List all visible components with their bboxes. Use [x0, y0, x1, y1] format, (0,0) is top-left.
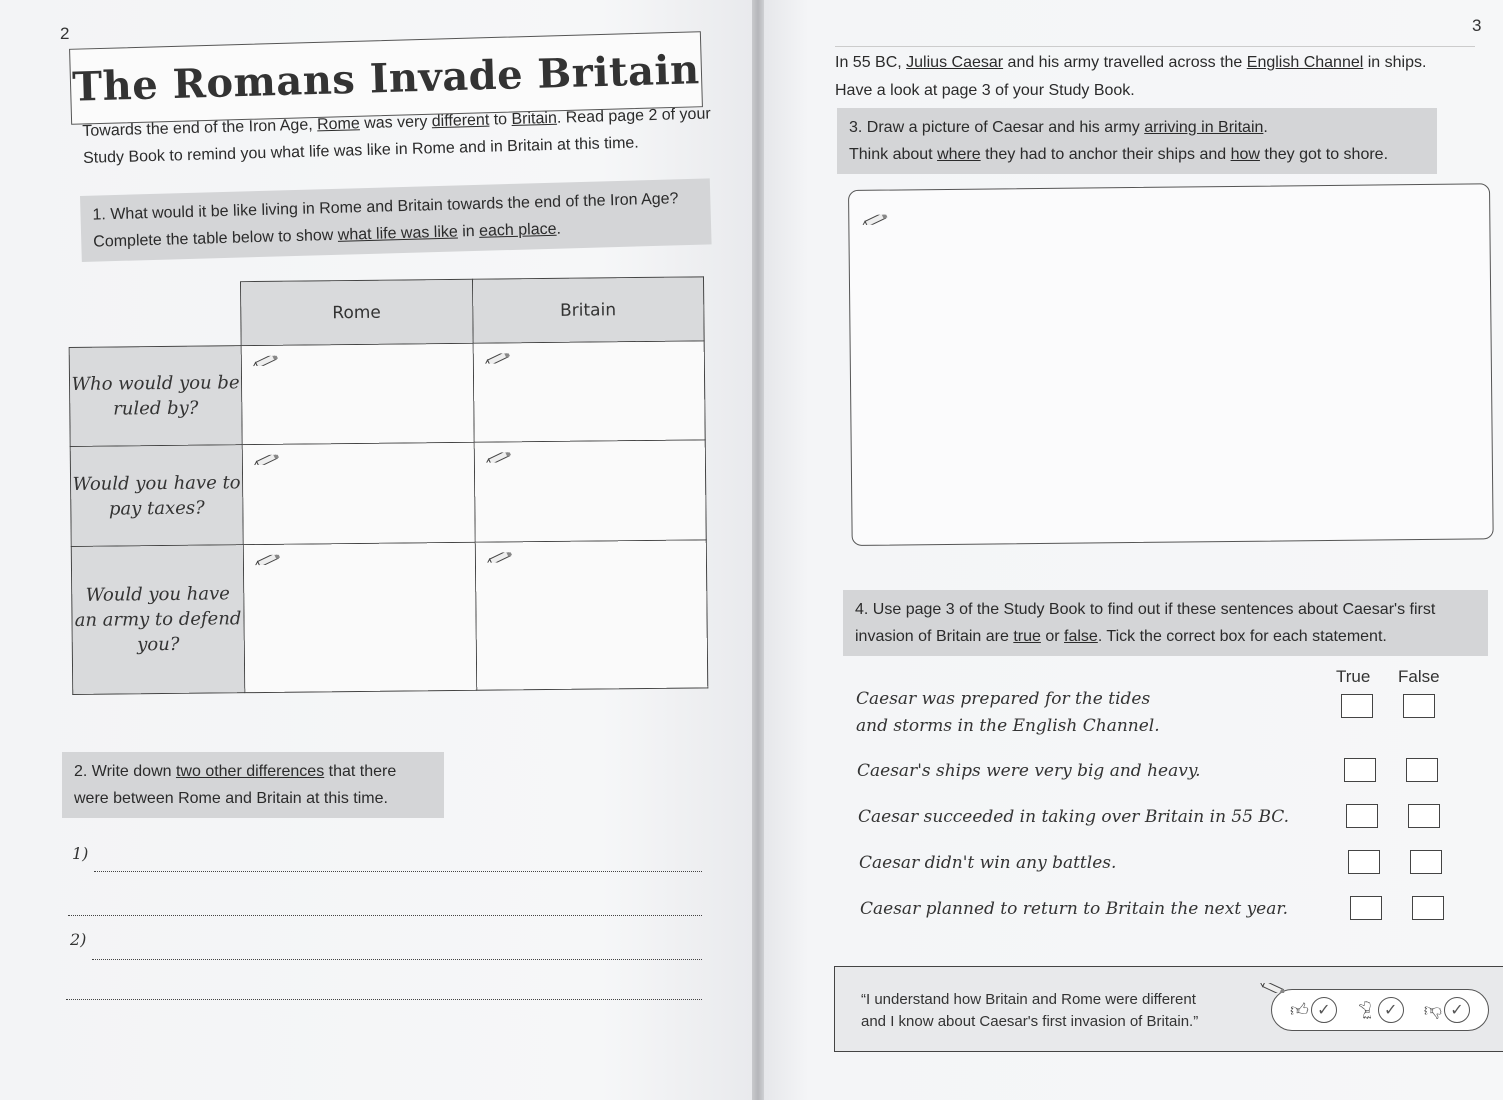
statement-5: Caesar planned to return to Britain the next year.: [860, 899, 1289, 919]
q3-arriving: arriving in Britain: [1144, 119, 1264, 136]
question-1-line-1: 1. What would it be like living in Rome and Britain towards the end of the Iron Age?: [92, 190, 679, 224]
info-text: [835, 46, 1475, 107]
info-english-channel: English Channel: [1246, 54, 1364, 71]
column-header-britain: Britain: [472, 277, 704, 343]
pencil-icon: [254, 555, 282, 565]
question-3-line-2: [849, 141, 1425, 168]
false-checkbox-2[interactable]: [1406, 758, 1438, 782]
statement-3: Caesar succeeded in taking over Britain in 55 BC.: [858, 807, 1290, 827]
self-assessment-box: [834, 966, 1503, 1052]
pencil-icon: [861, 215, 889, 225]
info-part: and his army travelled across the: [1003, 54, 1247, 71]
q1-part: .: [556, 220, 562, 238]
intro-britain: Britain: [511, 109, 558, 129]
q1-each-place: each place: [478, 220, 557, 240]
table-corner: [69, 282, 242, 348]
intro-rome: Rome: [316, 115, 361, 134]
rating-option-thumbs-down[interactable]: [1424, 997, 1470, 1023]
question-4: [843, 590, 1488, 656]
comparison-table: [68, 276, 708, 695]
row-header-label: Would you have to pay taxes?: [72, 471, 241, 520]
answer-line[interactable]: [66, 998, 702, 1000]
true-checkbox-4[interactable]: [1348, 850, 1380, 874]
pencil-icon: [253, 455, 281, 465]
check-circle-icon: ✓: [1311, 997, 1337, 1023]
statement-1: Caesar was prepared for the tides and storms in the English Channel.: [856, 689, 1160, 736]
pencil-icon: [1259, 983, 1287, 993]
answer-cell-rome-taxes[interactable]: [242, 443, 475, 545]
row-header-taxes: [70, 445, 243, 546]
q2-part: 2. Write down: [74, 763, 176, 780]
q1-what-life: what life was like: [337, 223, 459, 244]
statement-4: Caesar didn't win any battles.: [859, 853, 1117, 873]
q4-true: true: [1013, 628, 1041, 645]
column-header-rome: Rome: [240, 279, 472, 345]
drawing-area[interactable]: [848, 183, 1494, 546]
q3-part: 3. Draw a picture of Caesar and his army: [849, 119, 1145, 136]
answer-line[interactable]: [68, 914, 702, 916]
page-number-right: 3: [1472, 16, 1482, 35]
answer-line[interactable]: [94, 870, 702, 872]
q3-where: where: [937, 146, 981, 163]
row-header-army: [71, 544, 245, 694]
page-title: The Romans Invade Britain: [71, 45, 701, 111]
thumbs-down-icon: 👎︎: [1423, 1000, 1442, 1020]
q3-part: they had to anchor their ships and: [980, 146, 1231, 163]
false-column-header: False: [1398, 667, 1440, 686]
pencil-icon: [483, 353, 511, 363]
self-assessment-line-1: “I understand how Britain and Rome were different: [861, 991, 1196, 1008]
pencil-icon: [485, 552, 513, 562]
false-checkbox-4[interactable]: [1410, 850, 1442, 874]
info-part: in ships.: [1363, 54, 1427, 71]
rating-option-thumbs-up[interactable]: [1290, 997, 1337, 1023]
intro-part: . Read page 2 of your Study Book to remind you what life was like in Rome and in Britain at this time.: [82, 105, 711, 167]
self-assessment-rating: [1271, 989, 1489, 1031]
q3-part: .: [1263, 119, 1268, 136]
true-checkbox-2[interactable]: [1344, 758, 1376, 782]
false-checkbox-3[interactable]: [1408, 804, 1440, 828]
self-assessment-statement: [861, 989, 1198, 1033]
intro-different: different: [431, 111, 490, 131]
question-3-line-1: [849, 114, 1425, 141]
answer-cell-britain-ruled[interactable]: [473, 341, 706, 443]
info-julius-caesar: Julius Caesar: [906, 54, 1004, 71]
q3-part: Think about: [849, 146, 938, 163]
answer-cell-britain-army[interactable]: [475, 540, 708, 691]
page-number-left: 2: [60, 24, 70, 43]
q1-part: Complete the table below to show: [93, 226, 339, 251]
info-part: In 55 BC,: [835, 54, 907, 71]
pencil-icon: [252, 356, 280, 366]
intro-part: to: [489, 111, 512, 129]
q3-part: they got to shore.: [1259, 146, 1389, 163]
statement-2: Caesar's ships were very big and heavy.: [857, 761, 1201, 781]
rating-option-thumbs-sideways[interactable]: [1357, 997, 1404, 1023]
info-line-1: [835, 49, 1475, 77]
question-2: [62, 752, 444, 818]
q4-part: . Tick the correct box for each statement.: [1097, 628, 1387, 645]
thumbs-sideways-icon: 👍︎: [1356, 1000, 1377, 1020]
q4-false: false: [1064, 628, 1098, 645]
book-spine: [752, 0, 764, 1100]
row-header-label: Who would you be ruled by?: [71, 372, 240, 420]
row-header-ruled: [69, 346, 242, 447]
true-column-header: True: [1336, 667, 1371, 686]
false-checkbox-1[interactable]: [1403, 694, 1435, 718]
self-assessment-line-2: and I know about Caesar's first invasion of Britain.”: [861, 1013, 1199, 1030]
answer-label-2: 2): [70, 930, 87, 949]
true-checkbox-5[interactable]: [1350, 896, 1382, 920]
q2-two-other: two other differences: [175, 763, 325, 780]
q1-part: in: [457, 222, 480, 241]
q2-part: that there were between Rome and Britain at this time.: [74, 763, 397, 807]
question-3: [837, 108, 1437, 174]
row-header-label: Would you have an army to defend you?: [74, 583, 242, 656]
true-checkbox-3[interactable]: [1346, 804, 1378, 828]
q3-how: how: [1230, 146, 1260, 163]
check-circle-icon: ✓: [1378, 997, 1404, 1023]
answer-cell-britain-taxes[interactable]: [474, 440, 707, 542]
thumbs-up-icon: 👍︎: [1290, 1000, 1309, 1020]
answer-cell-rome-army[interactable]: [243, 542, 476, 693]
false-checkbox-5[interactable]: [1412, 896, 1444, 920]
info-line-2: Have a look at page 3 of your Study Book.: [835, 82, 1135, 99]
intro-part: was very: [359, 113, 433, 133]
pencil-icon: [484, 453, 512, 463]
q4-part: or: [1040, 628, 1065, 645]
answer-cell-rome-ruled[interactable]: [241, 343, 474, 445]
answer-label-1: 1): [72, 844, 89, 863]
true-checkbox-1[interactable]: [1341, 694, 1373, 718]
answer-line[interactable]: [92, 958, 702, 960]
q4-part: 4. Use page 3 of the Study Book to find out if these sentences about Caesar's first invasion of Britain are: [855, 601, 1436, 645]
intro-part: Towards the end of the Iron Age,: [82, 116, 318, 140]
check-circle-icon: ✓: [1444, 997, 1470, 1023]
